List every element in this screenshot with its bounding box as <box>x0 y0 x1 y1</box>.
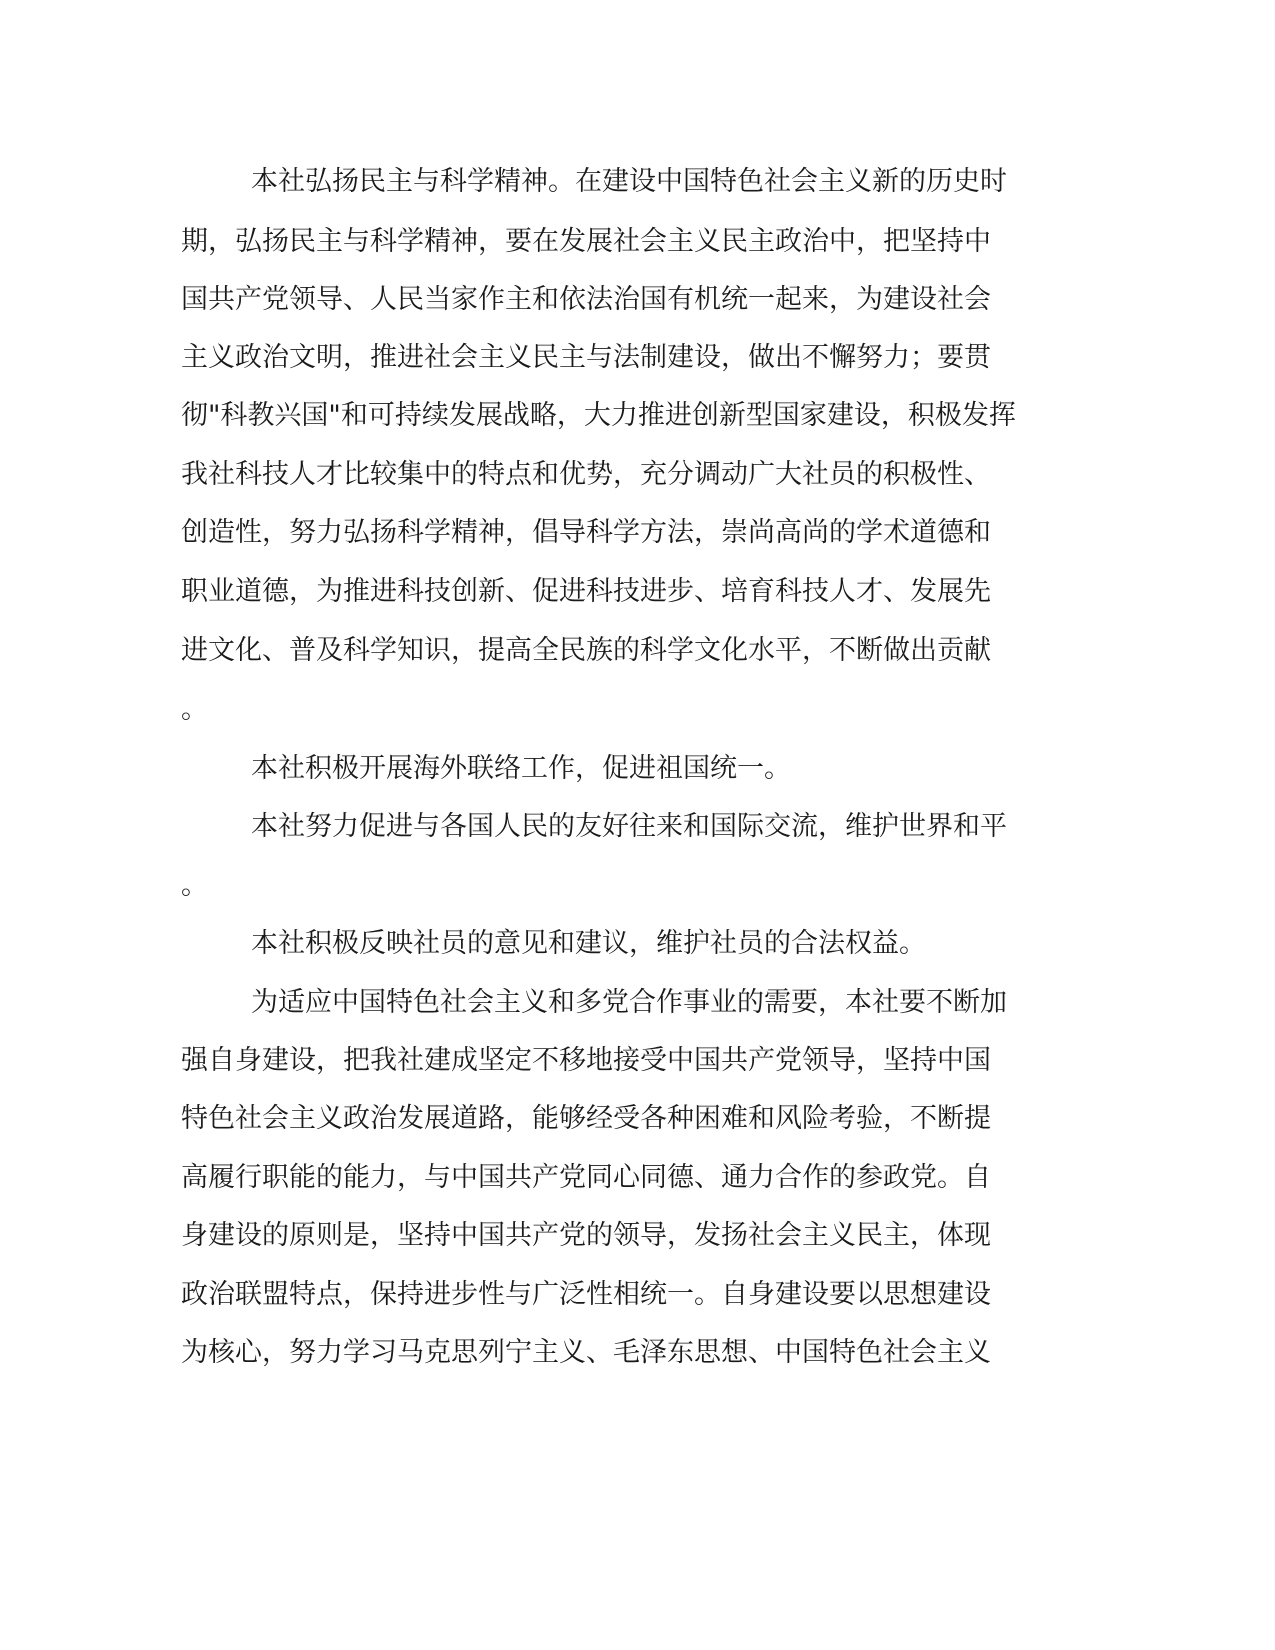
paragraph-5-line-5: 身建设的原则是，坚持中国共产党的领导，发扬社会主义民主，体现 <box>181 1220 991 1251</box>
paragraph-5-line-6: 政治联盟特点，保持进步性与广泛性相统一。自身建设要以思想建设 <box>181 1279 991 1310</box>
paragraph-5-line-1: 为适应中国特色社会主义和多党合作事业的需要，本社要不断加 <box>251 987 1007 1018</box>
paragraph-1-line-7: 创造性，努力弘扬科学精神，倡导科学方法，崇尚高尚的学术道德和 <box>181 517 991 548</box>
paragraph-1-line-1: 本社弘扬民主与科学精神。在建设中国特色社会主义新的历史时 <box>251 166 1007 197</box>
paragraph-1-line-2: 期，弘扬民主与科学精神，要在发展社会主义民主政治中，把坚持中 <box>181 226 991 257</box>
paragraph-1-line-8: 职业道德，为推进科技创新、促进科技进步、培育科技人才、发展先 <box>181 576 991 607</box>
paragraph-5-line-3: 特色社会主义政治发展道路，能够经受各种困难和风险考验，不断提 <box>181 1103 991 1134</box>
paragraph-5-line-7: 为核心，努力学习马克思列宁主义、毛泽东思想、中国特色社会主义 <box>181 1337 991 1368</box>
paragraph-1-line-5: 彻"科教兴国"和可持续发展战略，大力推进创新型国家建设，积极发挥 <box>181 400 1016 431</box>
paragraph-5-line-4: 高履行职能的能力，与中国共产党同心同德、通力合作的参政党。自 <box>181 1162 991 1193</box>
paragraph-1-line-10: 。 <box>181 694 208 725</box>
paragraph-4-line-1: 本社积极反映社员的意见和建议，维护社员的合法权益。 <box>251 928 926 959</box>
paragraph-3-line-1: 本社努力促进与各国人民的友好往来和国际交流，维护世界和平 <box>251 811 1007 842</box>
paragraph-5-line-2: 强自身建设，把我社建成坚定不移地接受中国共产党领导，坚持中国 <box>181 1045 991 1076</box>
paragraph-1-line-3: 国共产党领导、人民当家作主和依法治国有机统一起来，为建设社会 <box>181 284 991 315</box>
paragraph-1-line-4: 主义政治文明，推进社会主义民主与法制建设，做出不懈努力；要贯 <box>181 342 991 373</box>
paragraph-1-line-6: 我社科技人才比较集中的特点和优势，充分调动广大社员的积极性、 <box>181 459 991 490</box>
paragraph-3-line-2: 。 <box>181 870 208 901</box>
paragraph-1-line-9: 进文化、普及科学知识，提高全民族的科学文化水平，不断做出贡献 <box>181 635 991 666</box>
paragraph-2-line-1: 本社积极开展海外联络工作，促进祖国统一。 <box>251 753 791 784</box>
